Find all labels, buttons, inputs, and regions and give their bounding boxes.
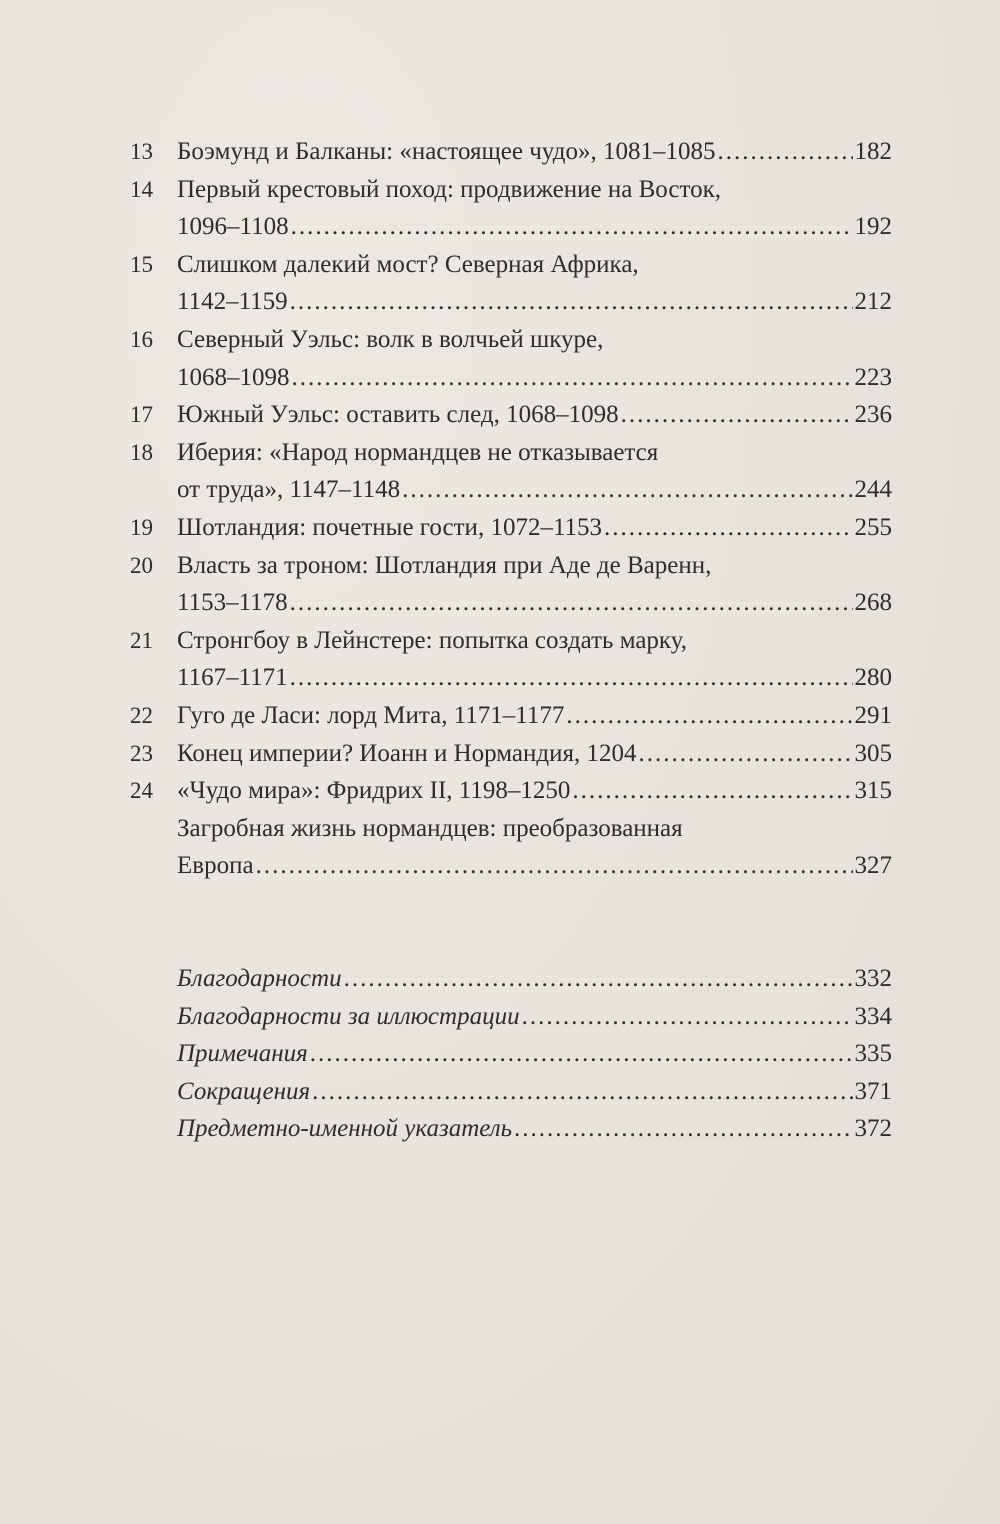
toc-entry[interactable]	[130, 735, 892, 773]
toc-line	[130, 396, 892, 434]
entry-title: Первый крестовый поход: продвижение на Восток,	[177, 175, 721, 203]
entry-title: Иберия: «Народ нормандцев не отказывается	[177, 438, 659, 466]
page-number: 334	[854, 1002, 892, 1030]
toc-line	[130, 998, 892, 1036]
entry-title: Гуго де Ласи: лорд Мита, 1171–1177	[177, 701, 565, 729]
dot-leader	[292, 359, 853, 397]
toc-entry[interactable]	[130, 509, 892, 547]
dot-leader	[514, 1110, 852, 1148]
toc-line	[130, 735, 892, 773]
section-gap	[130, 922, 892, 960]
dot-leader	[312, 1073, 852, 1111]
dot-leader	[566, 697, 852, 735]
chapter-number: 22	[130, 702, 153, 728]
chapter-number: 19	[130, 514, 153, 540]
dot-leader	[344, 960, 853, 998]
chapter-number: 16	[130, 326, 153, 352]
chapter-number: 14	[130, 176, 153, 202]
entry-title: Шотландия: почетные гости, 1072–1153	[177, 513, 603, 541]
toc-line	[130, 246, 892, 284]
dot-leader	[290, 659, 853, 697]
toc-line	[130, 434, 892, 472]
toc-line	[130, 622, 892, 660]
dot-leader	[717, 133, 852, 171]
dot-leader	[310, 1035, 853, 1073]
toc-entry[interactable]	[130, 321, 892, 396]
toc-entry[interactable]	[130, 396, 892, 434]
chapter-number: 24	[130, 778, 153, 804]
entry-title: 1068–1098	[177, 363, 290, 391]
page-number: 315	[854, 777, 892, 805]
page-number: 268	[854, 589, 892, 617]
toc-entry[interactable]	[130, 1110, 892, 1148]
toc-line	[130, 772, 892, 810]
toc-line	[130, 1035, 892, 1073]
entry-title: 1167–1171	[177, 664, 288, 692]
page-number: 291	[854, 701, 892, 729]
toc-entry[interactable]	[130, 246, 892, 321]
toc-entry[interactable]	[130, 697, 892, 735]
entry-title: Южный Уэльс: оставить след, 1068–1098	[177, 401, 619, 429]
toc-line	[130, 133, 892, 171]
entry-title: Примечания	[177, 1040, 308, 1068]
dot-leader	[522, 998, 853, 1036]
toc-line	[130, 1073, 892, 1111]
table-of-contents	[130, 133, 892, 1148]
toc-line	[130, 659, 892, 697]
toc-line	[130, 547, 892, 585]
toc-line	[130, 1110, 892, 1148]
page-number: 335	[854, 1040, 892, 1068]
entry-title: Власть за троном: Шотландия при Аде де Варенн,	[177, 551, 712, 579]
entry-title: Конец империи? Иоанн и Нормандия, 1204	[177, 739, 637, 767]
entry-title: Стронгбоу в Лейнстере: попытка создать марку,	[177, 626, 687, 654]
dot-leader	[572, 772, 852, 810]
page-number: 223	[854, 363, 892, 391]
page-number: 236	[854, 401, 892, 429]
toc-line	[130, 283, 892, 321]
entry-title: 1142–1159	[177, 288, 288, 316]
toc-entry[interactable]	[130, 133, 892, 171]
page-number: 212	[854, 288, 892, 316]
chapter-number: 20	[130, 552, 153, 578]
entry-title: 1153–1178	[177, 589, 288, 617]
entry-title: Благодарности за иллюстрации	[177, 1002, 520, 1030]
section-gap	[130, 885, 892, 923]
toc-entry[interactable]	[130, 547, 892, 622]
entry-title: Сокращения	[177, 1077, 311, 1105]
entry-title: Боэмунд и Балканы: «настоящее чудо», 1081–1085	[177, 138, 716, 165]
toc-line	[130, 847, 892, 885]
chapter-number: 23	[130, 740, 153, 766]
chapter-number: 15	[130, 251, 153, 277]
chapter-number: 18	[130, 439, 153, 465]
entry-title: Европа	[177, 852, 254, 880]
toc-line	[130, 471, 892, 509]
page-number: 255	[854, 513, 892, 541]
entry-title: 1096–1108	[177, 213, 289, 241]
entry-title: Слишком далекий мост? Северная Африка,	[177, 250, 639, 278]
entry-title: Загробная жизнь нормандцев: преобразованная	[177, 814, 683, 842]
entry-title: «Чудо мира»: Фридрих II, 1198–1250	[177, 777, 571, 805]
entry-title: Благодарности	[177, 965, 342, 993]
page-number: 182	[854, 138, 892, 165]
dot-leader	[621, 396, 853, 434]
page-number: 332	[854, 965, 892, 993]
toc-entry[interactable]	[130, 622, 892, 697]
dot-leader	[290, 584, 853, 622]
chapter-number: 13	[130, 139, 153, 164]
toc-entry[interactable]	[130, 171, 892, 246]
toc-entry[interactable]	[130, 998, 892, 1036]
toc-line	[130, 509, 892, 547]
page-number: 280	[854, 664, 892, 692]
toc-line	[130, 584, 892, 622]
toc-entry[interactable]	[130, 434, 892, 509]
toc-line	[130, 171, 892, 209]
page-number: 192	[854, 213, 892, 241]
toc-line	[130, 960, 892, 998]
dot-leader	[290, 283, 853, 321]
toc-entry[interactable]	[130, 1073, 892, 1111]
toc-line	[130, 697, 892, 735]
dot-leader	[604, 509, 852, 547]
toc-line	[130, 810, 892, 848]
toc-entry[interactable]	[130, 960, 892, 998]
dot-leader	[639, 735, 853, 773]
entry-title: Северный Уэльс: волк в волчьей шкуре,	[177, 325, 604, 353]
page-number: 327	[854, 852, 892, 880]
entry-title: от труда», 1147–1148	[177, 476, 401, 504]
chapter-list	[130, 133, 892, 885]
chapter-number: 17	[130, 402, 153, 428]
dot-leader	[291, 208, 853, 246]
toc-line	[130, 208, 892, 246]
toc-entry[interactable]	[130, 810, 892, 885]
page-number: 244	[854, 476, 892, 504]
toc-line	[130, 359, 892, 397]
back-matter-list	[130, 960, 892, 1148]
toc-entry[interactable]	[130, 772, 892, 810]
dot-leader	[256, 847, 853, 885]
dot-leader	[402, 471, 852, 509]
chapter-number: 21	[130, 627, 153, 653]
toc-line	[130, 321, 892, 359]
page-number: 305	[854, 739, 892, 767]
page-number: 372	[854, 1115, 892, 1143]
entry-title: Предметно-именной указатель	[177, 1115, 513, 1143]
page-number: 371	[854, 1077, 892, 1105]
toc-entry[interactable]	[130, 1035, 892, 1073]
